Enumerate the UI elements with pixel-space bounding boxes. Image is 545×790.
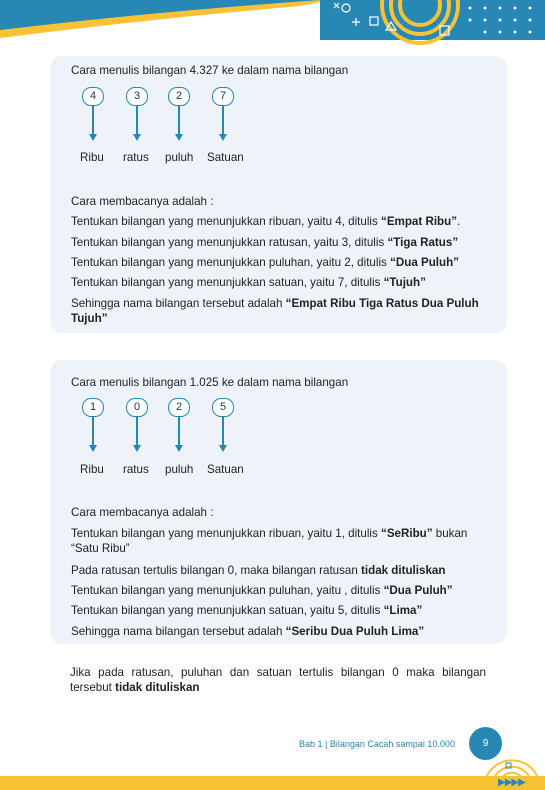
digit-ones: 5 [212, 398, 234, 417]
arrow-line [92, 417, 94, 445]
bottom-bar [0, 776, 545, 790]
step-line: Tentukan bilangan yang menunjukkan satuan, yaitu 7, ditulis “Tujuh” [71, 276, 426, 289]
arrow-head [219, 445, 227, 452]
note-paragraph: Jika pada ratusan, puluhan dan satuan tertulis bilangan 0 maka bilangan tersebut tidak dituliskan [70, 666, 486, 694]
digit-thousands: 4 [82, 87, 104, 106]
place-label: ratus [123, 463, 149, 476]
step-line: Tentukan bilangan yang menunjukkan ratusan, yaitu 3, ditulis “Tiga Ratus” [71, 236, 459, 249]
conclusion: Sehingga nama bilangan tersebut adalah “Empat Ribu Tiga Ratus Dua Puluh Tujuh” [71, 297, 479, 325]
place-label: Ribu [80, 463, 104, 476]
step-line: Tentukan bilangan yang menunjukkan ribuan, yaitu 4, ditulis “Empat Ribu”. [71, 215, 461, 228]
chapter-footer: Bab 1 | Bilangan Cacah sampai 10.000 [299, 739, 455, 749]
digit-tens: 2 [168, 87, 190, 106]
place-label: Ribu [80, 151, 104, 164]
arrow-head [133, 134, 141, 141]
example-card-2 [50, 360, 507, 644]
reading-intro: Cara membacanya adalah : [71, 506, 214, 519]
digit-thousands: 1 [82, 398, 104, 417]
step-line: Tentukan bilangan yang menunjukkan puluhan, yaitu , ditulis “Dua Puluh” [71, 584, 453, 597]
digit-hundreds: 3 [126, 87, 148, 106]
reading-intro: Cara membacanya adalah : [71, 195, 214, 208]
arrow-line [178, 106, 180, 134]
header-decoration [0, 0, 545, 60]
example-heading: Cara menulis bilangan 1.025 ke dalam nama bilangan [71, 376, 349, 389]
digit-tens: 2 [168, 398, 190, 417]
place-label: Satuan [207, 151, 244, 164]
step-line: Pada ratusan tertulis bilangan 0, maka bilangan ratusan tidak dituliskan [71, 564, 446, 577]
place-label: puluh [165, 463, 194, 476]
place-label: puluh [165, 151, 194, 164]
step-line: Tentukan bilangan yang menunjukkan ribuan, yaitu 1, ditulis “SeRibu” bukan “Satu Ribu” [71, 527, 468, 555]
page-number: 9 [469, 727, 502, 760]
step-line: Tentukan bilangan yang menunjukkan puluhan, yaitu 2, ditulis “Dua Puluh” [71, 256, 459, 269]
arrow-head [133, 445, 141, 452]
arrow-line [222, 106, 224, 134]
arrow-line [136, 417, 138, 445]
arrow-head [89, 134, 97, 141]
digit-ones: 7 [212, 87, 234, 106]
arrow-line [222, 417, 224, 445]
example-heading: Cara menulis bilangan 4.327 ke dalam nama bilangan [71, 64, 349, 77]
step-line: Tentukan bilangan yang menunjukkan satuan, yaitu 5, ditulis “Lima” [71, 604, 423, 617]
arrow-head [89, 445, 97, 452]
arrow-line [178, 417, 180, 445]
arrow-head [175, 134, 183, 141]
arrow-line [136, 106, 138, 134]
place-label: ratus [123, 151, 149, 164]
conclusion: Sehingga nama bilangan tersebut adalah “Seribu Dua Puluh Lima” [71, 625, 425, 638]
arrow-head [219, 134, 227, 141]
arrow-head [175, 445, 183, 452]
arrow-line [92, 106, 94, 134]
digit-hundreds: 0 [126, 398, 148, 417]
place-label: Satuan [207, 463, 244, 476]
example-card-1 [50, 56, 507, 333]
chevrons-icon: ▶▶▶▶ [498, 777, 525, 788]
